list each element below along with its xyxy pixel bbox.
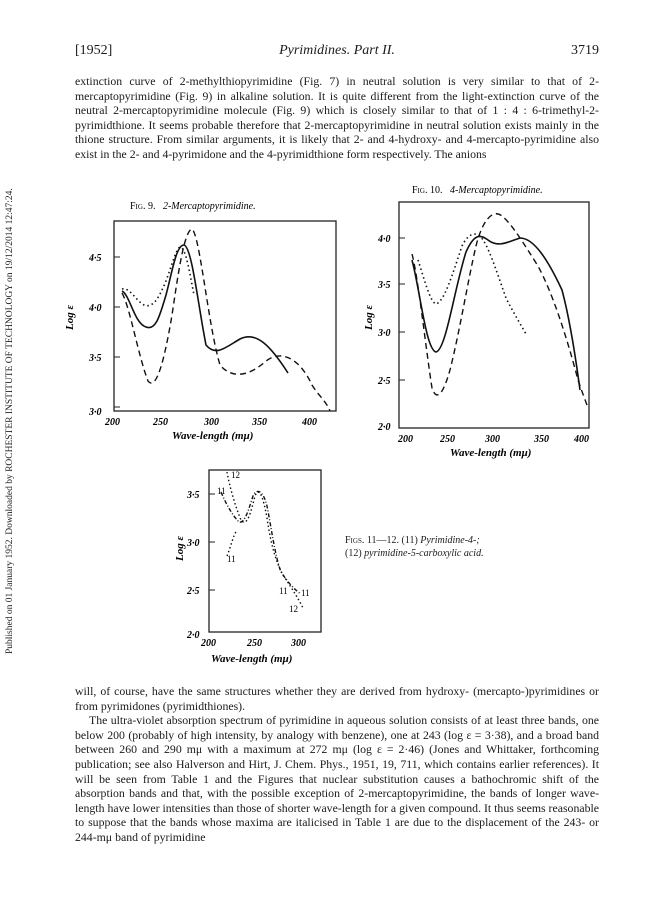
fig10-plot-frame (399, 202, 589, 428)
fig10-x-tick: 250 (440, 434, 455, 445)
caption-a-name: Pyrimidine-4-; (420, 535, 480, 546)
page-header (75, 43, 599, 63)
fig11-x-tick: 200 (201, 638, 216, 649)
fig9-y-tick: 3·5 (89, 353, 102, 364)
caption-b-name: pyrimidine-5-carboxylic acid. (364, 547, 484, 559)
caption-label: Figs. 11—12. (345, 535, 399, 546)
fig9-plot-frame (114, 221, 336, 411)
fig10-x-tick: 300 (485, 434, 500, 445)
svg-text:Fig. 10. 4-Mercaptopyrimid (412, 185, 543, 196)
fig9-y-tick: 3·0 (89, 407, 102, 418)
fig11-curve-label: 11 (217, 486, 226, 496)
fig9-x-tick: 350 (252, 417, 267, 428)
fig11-x-tick: 250 (247, 638, 262, 649)
caption-a-num: (11) (401, 535, 418, 546)
fig10-curve-dotted (418, 234, 526, 334)
fig11-curve-11 (221, 491, 301, 594)
fig9-x-tick: 250 (153, 417, 168, 428)
fig10-caption-name: 4-Mercaptopyrimidine. (449, 185, 543, 196)
fig11-curve-12 (227, 472, 303, 608)
fig9-y-axis (114, 257, 120, 407)
body-text-bottom (75, 684, 599, 845)
fig11-y-label: Log ε (174, 536, 186, 561)
fig10-curve-solid (412, 236, 580, 390)
paragraph-bottom-2: The ultra-violet absorption spectrum of pyrimidine in aqueous solution consists of at least three bands, one below 200 (probably of high intensity, by analogy with benzene), one at 243 (log ε = 3·38), and a broad band between 260 and 290 mμ with a maximum at 272 mμ (log ε = 2·46) (Jones and Whittaker, forthcoming publication; see also Halverson and Hirt, J. Chem. Phys., 1951, 19, 711, which contains earlier references). It will be seen from Table 1 and the Figures that nuclear substitution causes a bathochromic shift of the absorption bands and that, with the possible exception of 2-mercaptopyrimidine, the bands of longer wave-length have lower intensities than those of shorter wave-length for a given compound. It thus seems reasonable to suppose that the bands whose maxima are italicised in Table 1 are due to the displacement of the 243- or 244-mμ band of pyrimidine (75, 713, 599, 844)
fig11-x-tick: 300 (291, 638, 306, 649)
figure-9 (60, 195, 350, 455)
fig11-y-tick: 2·0 (187, 630, 200, 641)
fig10-caption-label: Fig. 10. (412, 185, 443, 196)
fig10-y-tick: 3·0 (378, 328, 391, 339)
fig11-curve-label: 11 (301, 588, 310, 598)
fig10-x-tick: 400 (574, 434, 589, 445)
fig9-y-tick: 4·5 (89, 253, 102, 264)
header-year: [1952] (75, 43, 113, 58)
side-note-text: Published on 01 January 1952. Downloaded by ROCHESTER INSTITUTE OF TECHNOLOGY on 19/12/2014 12:47:24. (5, 188, 15, 654)
fig9-y-tick: 4·0 (89, 303, 102, 314)
fig9-caption-label: Fig. 9. (130, 201, 156, 212)
fig11-curve-label: 11 (279, 586, 288, 596)
fig11-curve-label: 12 (231, 470, 240, 480)
download-side-note (2, 56, 16, 656)
fig9-x-label: Wave-length (mμ) (172, 430, 254, 442)
fig11-curve-label: 11 (227, 554, 236, 564)
fig10-y-label: Log ε (363, 305, 375, 330)
fig10-x-tick: 350 (534, 434, 549, 445)
fig9-x-tick: 300 (204, 417, 219, 428)
body-text-top (75, 74, 599, 162)
fig10-y-tick: 2·0 (378, 422, 391, 433)
fig10-x-label: Wave-length (mμ) (450, 447, 532, 459)
header-title: Pyrimidines. Part II. (279, 43, 395, 58)
fig10-y-axis (399, 238, 405, 380)
fig10-curve-dashed (412, 214, 588, 408)
fig10-y-tick: 3·5 (378, 280, 391, 291)
fig10-x-tick: 200 (398, 434, 413, 445)
caption-b-num: (12) (345, 547, 362, 559)
header-page-number: 3719 (571, 43, 599, 58)
fig11-curve-label: 12 (289, 604, 298, 614)
fig10-y-tick: 4·0 (378, 234, 391, 245)
fig9-curve-solid (122, 245, 288, 373)
fig11-x-label: Wave-length (mμ) (211, 653, 293, 665)
svg-text:Fig. 9. 2-Mercaptopyrimidi (130, 201, 256, 212)
fig11-curve-11-low (227, 530, 237, 556)
fig9-y-label: Log ε (64, 305, 76, 330)
paragraph-top: extinction curve of 2-methylthiopyrimidine (Fig. 7) in neutral solution is very similar to that of 2-mercaptopyrimidine (Fig. 9) in alkaline solution. It is quite different from the light-extinction curve of the neutral 2-mercaptopyrimidine molecule (Fig. 9) which is closely similar to that of 1 : 4 : 6-trimethyl-2-pyrimidthione. It seems probable therefore that 2-mercaptopyrimidine in neutral solution exists mainly in the thione structure. From similar arguments, it is likely that 2- and 4-hydroxy- and 4-mercapto-pyrimidine also exist in the 2- and 4-pyrimidone and the 4-pyrimidthione form respectively. The anions (75, 74, 599, 161)
fig9-curve-dashed (122, 229, 330, 411)
fig9-curve-dotted (122, 247, 194, 306)
figure-11-12-caption (345, 535, 575, 560)
fig11-y-tick: 3·5 (187, 490, 200, 501)
paragraph-bottom-1: will, of course, have the same structures whether they are derived from hydroxy- (mercapto-)pyrimidines or from pyrimidones (pyrimidthiones). (75, 684, 599, 713)
fig10-y-tick: 2·5 (378, 376, 391, 387)
fig11-y-tick: 2·5 (187, 586, 200, 597)
fig9-x-tick: 400 (302, 417, 317, 428)
fig11-plot-frame (209, 470, 321, 632)
fig11-y-tick: 3·0 (187, 538, 200, 549)
figure-11-12 (175, 466, 350, 671)
fig11-y-axis (209, 494, 215, 590)
figure-10 (362, 180, 602, 475)
fig9-caption-name: 2-Mercaptopyrimidine. (162, 201, 256, 212)
fig9-x-tick: 200 (105, 417, 120, 428)
